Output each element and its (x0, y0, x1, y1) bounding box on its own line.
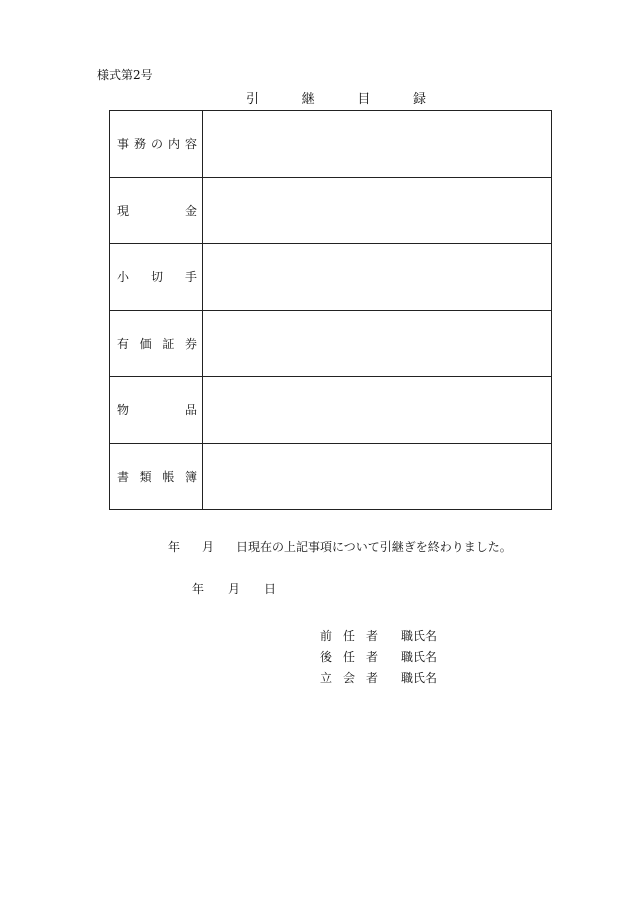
label-char: の (150, 137, 163, 152)
date-line (192, 580, 276, 597)
row-label (110, 178, 203, 244)
signature-block (320, 625, 437, 688)
role-char: 者 (365, 650, 378, 664)
row-label (110, 244, 203, 310)
label-char: 書 (117, 469, 130, 484)
row-documents-ledgers (110, 443, 551, 510)
handover-record-table (109, 110, 552, 510)
signature-witness (320, 667, 437, 688)
row-value-securities[interactable] (203, 311, 551, 377)
label-char: 証 (162, 336, 175, 351)
role-char: 任 (342, 650, 355, 664)
role-char: 会 (342, 671, 355, 685)
label-char: 金 (184, 203, 197, 218)
row-checks (110, 243, 551, 310)
title-char: 録 (412, 92, 426, 107)
handover-statement (168, 538, 512, 555)
label-char: 品 (184, 403, 197, 418)
label-char: 務 (133, 137, 146, 152)
label-char: 内 (167, 137, 180, 152)
title-char: 引 (246, 92, 260, 107)
label-char: 物 (117, 403, 130, 418)
signature-predecessor (320, 625, 437, 646)
row-goods (110, 376, 551, 443)
label-char: 手 (184, 270, 197, 285)
date-month: 月 (228, 582, 241, 596)
label-char: 帳 (162, 469, 175, 484)
row-value-business-content[interactable] (203, 111, 551, 177)
row-label (110, 111, 203, 177)
label-char: 有 (117, 336, 130, 351)
label-char: 簿 (184, 469, 197, 484)
signature-role (320, 648, 378, 665)
statement-text: 日現在の上記事項について引継ぎを終わりました。 (236, 540, 512, 554)
statement-month: 月 (202, 540, 215, 554)
label-char: 切 (150, 270, 163, 285)
document-title (246, 88, 426, 107)
row-securities (110, 310, 551, 377)
role-char: 者 (365, 671, 378, 685)
label-char: 容 (184, 137, 197, 152)
role-char: 後 (320, 650, 333, 664)
signature-name-field[interactable]: 職氏名 (401, 650, 438, 664)
row-business-content (110, 111, 551, 177)
row-label (110, 444, 203, 510)
role-char: 者 (365, 629, 378, 643)
row-value-cash[interactable] (203, 178, 551, 244)
label-char: 価 (139, 336, 152, 351)
role-char: 立 (320, 671, 333, 685)
row-value-documents-ledgers[interactable] (203, 444, 551, 510)
role-char: 前 (320, 629, 333, 643)
row-value-goods[interactable] (203, 377, 551, 443)
title-char: 目 (357, 92, 371, 107)
signature-name-field[interactable]: 職氏名 (401, 671, 438, 685)
row-label (110, 311, 203, 377)
signature-role (320, 627, 378, 644)
form-number: 様式第2号 (97, 68, 153, 82)
role-char: 任 (342, 629, 355, 643)
label-char: 券 (184, 336, 197, 351)
date-year: 年 (192, 582, 205, 596)
signature-role (320, 669, 378, 686)
date-day: 日 (264, 582, 277, 596)
signature-successor (320, 646, 437, 667)
title-char: 継 (301, 92, 315, 107)
signature-name-field[interactable]: 職氏名 (401, 629, 438, 643)
label-char: 事 (117, 137, 130, 152)
statement-year: 年 (168, 540, 181, 554)
label-char: 小 (117, 270, 130, 285)
row-label (110, 377, 203, 443)
row-value-checks[interactable] (203, 244, 551, 310)
label-char: 現 (117, 203, 130, 218)
row-cash (110, 177, 551, 244)
label-char: 類 (139, 469, 152, 484)
